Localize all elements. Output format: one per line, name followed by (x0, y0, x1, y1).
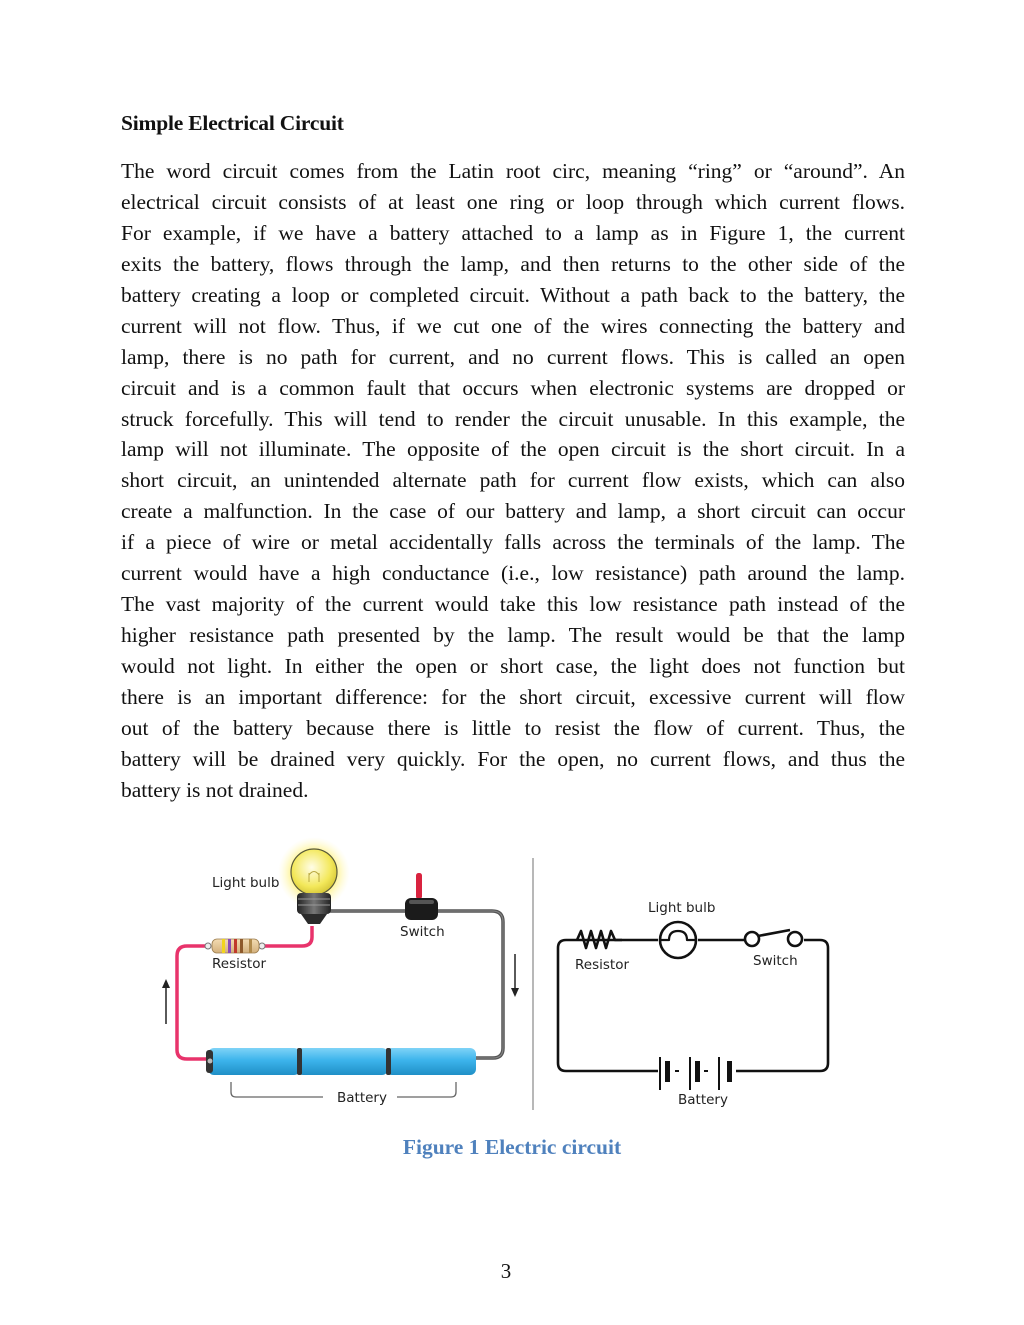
circuit-figure (150, 835, 870, 1120)
pictorial-switch-label: Switch (400, 924, 445, 940)
paragraph-line: short circuit, an unintended alternate path for current flow exists, which can also (121, 468, 905, 493)
schematic-circuit (558, 922, 828, 1090)
paragraph-line: For example, if we have a battery attached to a lamp as in Figure 1, the current (121, 220, 905, 245)
schematic-switch-icon (745, 930, 802, 946)
paragraph-line: battery is not drained. (121, 777, 309, 802)
paragraph-line: The vast majority of the current would take this low resistance path instead of the (121, 592, 905, 617)
current-up-arrow-icon (162, 979, 170, 1024)
battery-cells-icon (206, 1048, 476, 1075)
schematic-battery-label: Battery (678, 1092, 728, 1108)
page-number: 3 (500, 1259, 512, 1283)
paragraph-line: current would have a high conductance (i.e., low resistance) path around the lamp. (121, 561, 905, 586)
paragraph-line: current will not flow. Thus, if we cut one of the wires connecting the battery and (121, 313, 905, 338)
schematic-resistor-label: Resistor (575, 957, 629, 973)
schematic-light-bulb-label: Light bulb (648, 900, 716, 916)
paragraph-line: electrical circuit consists of at least one ring or loop through which current flows. (121, 189, 905, 214)
paragraph-line: out of the battery because there is little to resist the flow of current. Thus, the (121, 715, 905, 740)
figure-caption: Figure 1 Electric circuit (402, 1135, 622, 1159)
paragraph-line: lamp will not illuminate. The opposite of the open circuit is the short circuit. In a (121, 437, 905, 462)
paragraph-line: circuit and is a common fault that occurs when electronic systems are dropped or (121, 375, 905, 400)
paragraph-line: would not light. In either the open or short case, the light does not function but (121, 654, 905, 678)
paragraph-line: higher resistance path presented by the lamp. The result would be that the lamp (121, 623, 905, 648)
paragraph-line: The word circuit comes from the Latin root circ, meaning “ring” or “around”. An (121, 159, 905, 183)
schematic-resistor-icon (577, 931, 622, 948)
pictorial-light-bulb-label: Light bulb (212, 875, 280, 891)
paragraph-line: create a malfunction. In the case of our battery and lamp, a short circuit can occur (121, 499, 905, 524)
paragraph-line: lamp, there is no path for current, and no current flows. This is called an open (121, 344, 905, 369)
paragraph-line: exits the battery, flows through the lamp, and then returns to the other side of the (121, 251, 905, 276)
toggle-switch-icon (405, 873, 438, 920)
body-paragraph (121, 156, 905, 806)
schematic-battery-icon (660, 1057, 732, 1090)
paragraph-line: battery will be drained very quickly. For the open, no current flows, and thus the (121, 746, 905, 771)
paragraph-line: there is an important difference: for the short circuit, excessive current will flow (121, 684, 905, 709)
resistor-icon (205, 939, 265, 953)
paragraph-line: battery creating a loop or completed circuit. Without a path back to the battery, the (121, 282, 905, 307)
pictorial-battery-label: Battery (337, 1090, 387, 1106)
paragraph-line: struck forcefully. This will tend to render the circuit unusable. In this example, the (121, 406, 905, 431)
current-down-arrow-icon (511, 954, 519, 997)
paragraph-line: if a piece of wire or metal accidentally falls across the terminals of the lamp. The (121, 530, 905, 555)
pictorial-circuit (162, 837, 519, 1106)
schematic-bulb-icon (660, 922, 696, 958)
section-heading: Simple Electrical Circuit (121, 111, 344, 135)
pictorial-resistor-label: Resistor (212, 956, 266, 972)
schematic-switch-label: Switch (753, 953, 798, 969)
